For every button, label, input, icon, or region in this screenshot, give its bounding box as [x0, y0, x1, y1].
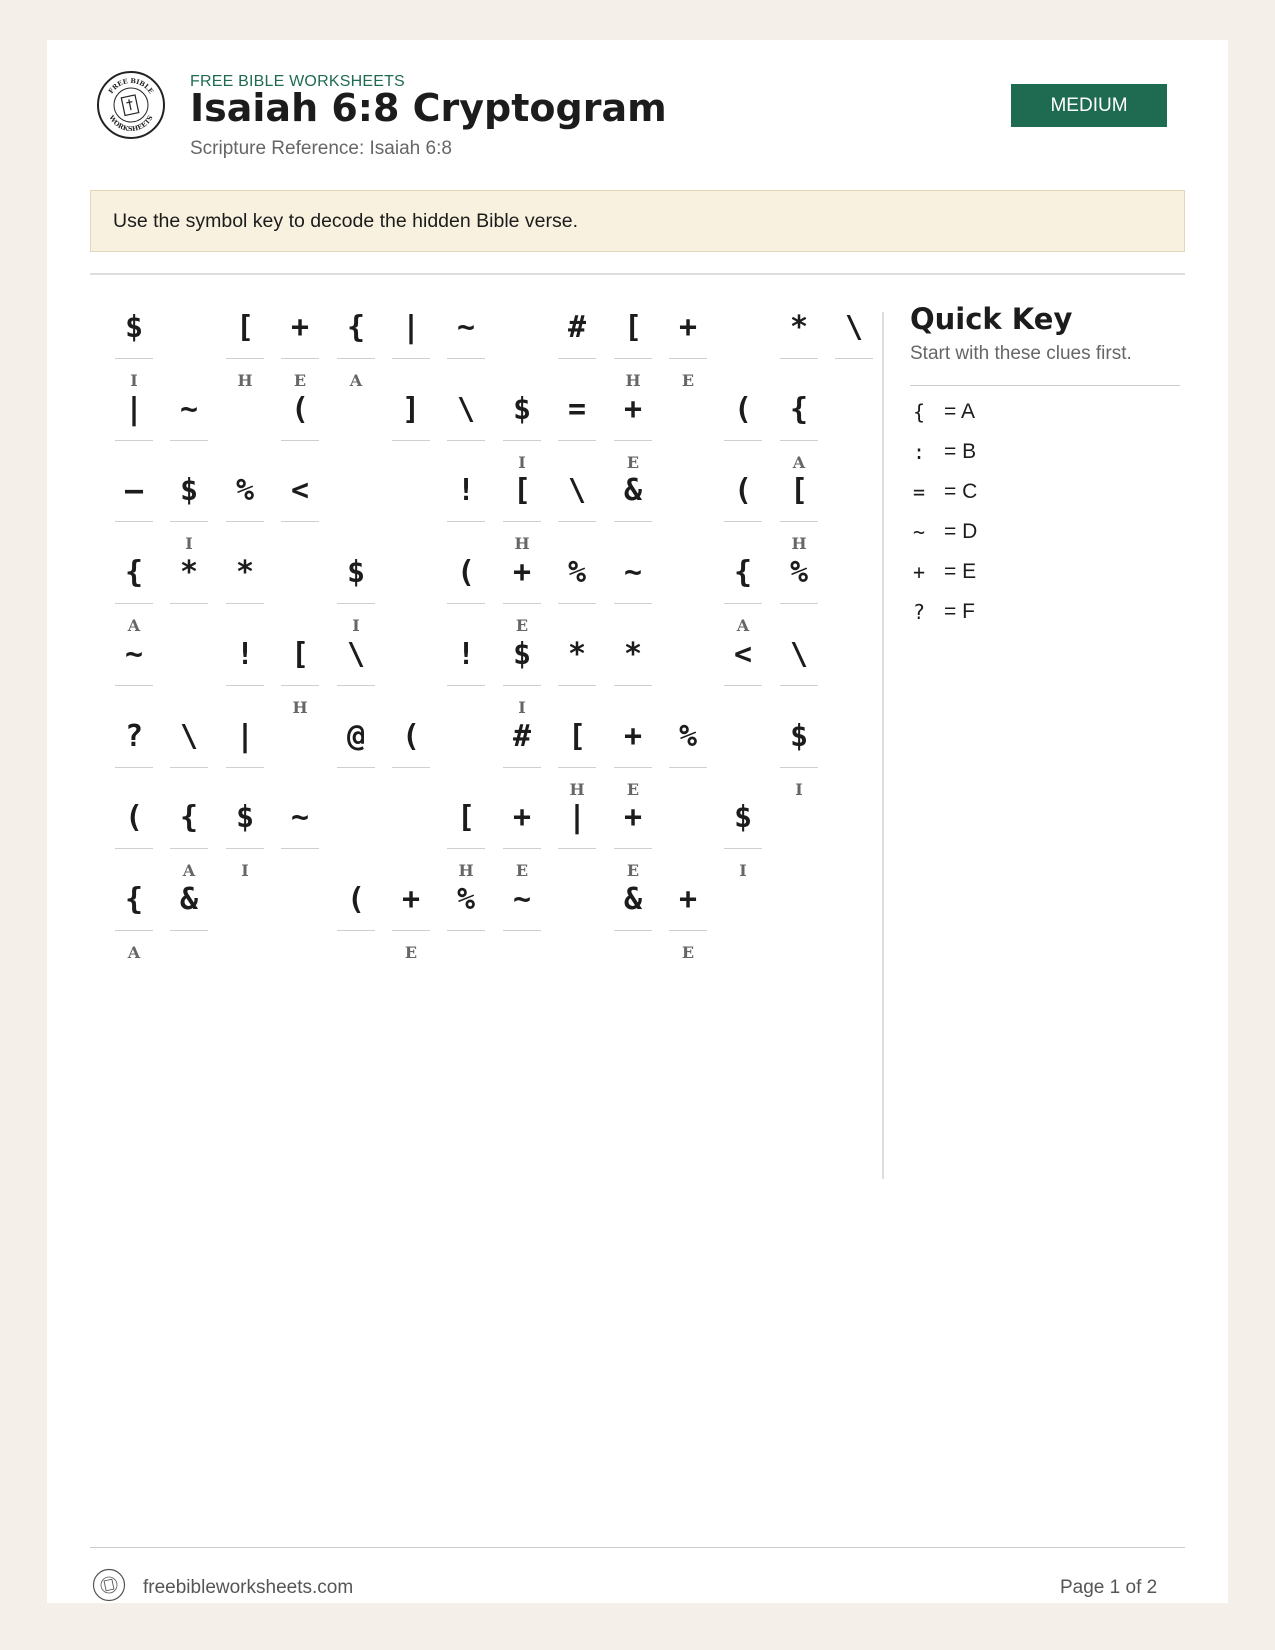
answer-letter: E — [626, 861, 640, 880]
cipher-symbol: % — [456, 881, 476, 917]
cipher-cell — [503, 709, 541, 795]
cipher-symbol: [ — [235, 309, 255, 345]
quick-key-divider — [910, 385, 1180, 386]
cipher-cell — [503, 627, 541, 717]
cipher-symbol: { — [346, 309, 366, 345]
answer-blank — [115, 685, 153, 686]
cipher-symbol: * — [789, 309, 809, 345]
cipher-symbol: ( — [456, 554, 476, 590]
cipher-cell — [669, 300, 707, 390]
cipher-cell — [447, 790, 485, 880]
cipher-cell — [115, 545, 153, 635]
cipher-cell — [170, 872, 208, 958]
page-title: Isaiah 6:8 Cryptogram — [190, 86, 667, 130]
cipher-symbol: \ — [789, 636, 809, 672]
answer-blank — [170, 521, 208, 522]
answer-blank — [337, 767, 375, 768]
answer-blank — [503, 848, 541, 849]
cipher-cell — [115, 872, 153, 962]
answer-blank — [724, 440, 762, 441]
answer-letter: H — [292, 698, 308, 717]
cipher-symbol: & — [179, 881, 199, 917]
cipher-cell — [724, 627, 762, 713]
answer-letter: I — [130, 371, 138, 390]
cipher-cell — [558, 790, 596, 876]
answer-blank — [281, 848, 319, 849]
answer-blank — [392, 930, 430, 931]
cipher-cell — [558, 300, 596, 386]
answer-blank — [447, 358, 485, 359]
answer-blank — [780, 440, 818, 441]
answer-blank — [558, 603, 596, 604]
cipher-cell — [669, 709, 707, 795]
answer-letter: H — [237, 371, 253, 390]
cipher-symbol: ! — [235, 636, 255, 672]
cipher-cell — [614, 709, 652, 799]
cipher-cell — [503, 790, 541, 880]
key-value: = B — [944, 440, 977, 463]
cipher-symbol: & — [623, 472, 643, 508]
cipher-cell — [226, 709, 264, 795]
answer-letter: E — [404, 943, 418, 962]
answer-blank — [780, 685, 818, 686]
cipher-cell — [447, 627, 485, 713]
cipher-symbol: { — [733, 554, 753, 590]
answer-blank — [835, 358, 873, 359]
cipher-symbol: + — [512, 799, 532, 835]
cipher-symbol: < — [290, 472, 310, 508]
answer-blank — [558, 848, 596, 849]
answer-letter: E — [681, 943, 695, 962]
cipher-symbol: \ — [346, 636, 366, 672]
key-symbol: + — [912, 560, 926, 584]
answer-blank — [337, 603, 375, 604]
answer-blank — [226, 767, 264, 768]
answer-blank — [503, 603, 541, 604]
answer-blank — [724, 603, 762, 604]
cipher-symbol: * — [567, 636, 587, 672]
answer-blank — [503, 930, 541, 931]
answer-blank — [503, 521, 541, 522]
cipher-symbol: + — [623, 718, 643, 754]
cipher-cell — [614, 627, 652, 713]
cipher-cell — [115, 790, 153, 876]
cipher-cell — [558, 545, 596, 631]
answer-letter: I — [352, 616, 360, 635]
cipher-symbol: | — [124, 391, 144, 427]
cipher-symbol: | — [235, 718, 255, 754]
answer-blank — [115, 848, 153, 849]
logo-text-top: FREE BIBLE — [106, 76, 156, 96]
answer-blank — [337, 930, 375, 931]
key-value: = D — [944, 520, 978, 543]
cipher-cell — [115, 709, 153, 795]
answer-letter: I — [795, 780, 803, 799]
answer-blank — [115, 603, 153, 604]
answer-blank — [447, 603, 485, 604]
cipher-cell — [614, 382, 652, 472]
cipher-cell — [780, 709, 818, 799]
answer-blank — [281, 358, 319, 359]
cipher-symbol: \ — [567, 472, 587, 508]
cipher-symbol: % — [678, 718, 698, 754]
answer-blank — [780, 767, 818, 768]
answer-letter: E — [626, 453, 640, 472]
cipher-symbol: ~ — [456, 309, 476, 345]
cipher-cell — [558, 382, 596, 468]
answer-blank — [170, 440, 208, 441]
answer-blank — [558, 685, 596, 686]
cipher-symbol: \ — [844, 309, 864, 345]
cipher-cell — [724, 463, 762, 549]
cipher-cell — [115, 463, 153, 549]
cipher-symbol: ! — [456, 636, 476, 672]
cipher-symbol: + — [290, 309, 310, 345]
cipher-symbol: \ — [456, 391, 476, 427]
cipher-symbol: | — [567, 799, 587, 835]
quick-key-entry — [910, 557, 1180, 587]
cipher-symbol: ] — [401, 391, 421, 427]
answer-letter: H — [458, 861, 474, 880]
cipher-cell — [392, 300, 430, 386]
key-symbol: { — [912, 400, 926, 424]
answer-blank — [447, 521, 485, 522]
footer-logo-icon — [92, 1568, 126, 1602]
cipher-cell — [337, 300, 375, 390]
cipher-cell — [170, 463, 208, 553]
cipher-symbol: $ — [179, 472, 199, 508]
key-symbol: ? — [912, 600, 926, 624]
cipher-symbol: ( — [124, 799, 144, 835]
answer-letter: I — [518, 453, 526, 472]
answer-letter: I — [241, 861, 249, 880]
cipher-symbol: + — [401, 881, 421, 917]
cipher-symbol: + — [623, 391, 643, 427]
key-value: = C — [944, 480, 978, 503]
cipher-cell — [503, 545, 541, 635]
answer-blank — [614, 685, 652, 686]
cipher-symbol: $ — [789, 718, 809, 754]
answer-blank — [115, 767, 153, 768]
answer-blank — [447, 440, 485, 441]
cipher-symbol: ~ — [512, 881, 532, 917]
cipher-symbol: { — [124, 554, 144, 590]
quick-key-entry — [910, 397, 1180, 427]
cipher-cell — [447, 872, 485, 958]
key-symbol: ~ — [912, 520, 926, 544]
answer-blank — [614, 848, 652, 849]
cipher-cell — [503, 382, 541, 472]
answer-blank — [724, 521, 762, 522]
answer-blank — [447, 930, 485, 931]
cryptogram-grid — [115, 40, 864, 1140]
cipher-cell — [226, 627, 264, 713]
answer-blank — [503, 685, 541, 686]
cipher-symbol: $ — [124, 309, 144, 345]
cipher-symbol: * — [235, 554, 255, 590]
answer-blank — [724, 685, 762, 686]
answer-letter: A — [349, 371, 363, 390]
cipher-cell — [447, 300, 485, 386]
cipher-cell — [170, 790, 208, 880]
answer-letter: E — [293, 371, 307, 390]
answer-blank — [447, 848, 485, 849]
answer-blank — [115, 930, 153, 931]
answer-blank — [170, 767, 208, 768]
cipher-cell — [447, 545, 485, 631]
cipher-cell — [669, 872, 707, 962]
answer-blank — [115, 440, 153, 441]
cipher-cell — [170, 545, 208, 631]
answer-blank — [614, 440, 652, 441]
answer-blank — [226, 358, 264, 359]
answer-letter: A — [127, 943, 141, 962]
cipher-symbol: % — [567, 554, 587, 590]
cipher-symbol: { — [124, 881, 144, 917]
key-value: = F — [944, 600, 975, 623]
cipher-symbol: [ — [623, 309, 643, 345]
answer-blank — [281, 521, 319, 522]
answer-blank — [724, 848, 762, 849]
cipher-symbol: [ — [512, 472, 532, 508]
answer-blank — [780, 603, 818, 604]
cipher-symbol: ( — [290, 391, 310, 427]
cipher-symbol: # — [512, 718, 532, 754]
answer-blank — [392, 358, 430, 359]
answer-blank — [226, 848, 264, 849]
answer-letter: A — [127, 616, 141, 635]
cipher-cell — [780, 627, 818, 713]
cipher-symbol: [ — [456, 799, 476, 835]
cipher-symbol: + — [678, 881, 698, 917]
cipher-cell — [614, 463, 652, 549]
cipher-symbol: + — [512, 554, 532, 590]
brand-name: FREE BIBLE WORKSHEETS — [190, 73, 405, 90]
cipher-cell — [392, 709, 430, 795]
cipher-cell — [281, 463, 319, 549]
cipher-symbol: $ — [346, 554, 366, 590]
cipher-symbol: ~ — [124, 636, 144, 672]
answer-blank — [337, 358, 375, 359]
cipher-cell — [614, 872, 652, 958]
answer-blank — [558, 358, 596, 359]
column-divider — [882, 312, 884, 1179]
cipher-symbol: ? — [124, 718, 144, 754]
cipher-symbol: # — [567, 309, 587, 345]
logo-text-bottom: WORKSHEETS — [107, 113, 155, 134]
cipher-cell — [337, 545, 375, 635]
cipher-symbol: % — [235, 472, 255, 508]
cipher-symbol: – — [124, 472, 144, 508]
cipher-cell — [724, 790, 762, 880]
answer-letter: H — [514, 534, 530, 553]
answer-blank — [780, 521, 818, 522]
answer-blank — [503, 440, 541, 441]
footer-divider — [90, 1547, 1185, 1548]
cipher-cell — [170, 382, 208, 468]
cipher-cell — [337, 627, 375, 713]
cipher-cell — [447, 382, 485, 468]
footer-website: freebibleworksheets.com — [143, 1577, 354, 1598]
cipher-cell — [115, 300, 153, 390]
cipher-symbol: ! — [456, 472, 476, 508]
cipher-cell — [614, 790, 652, 880]
answer-blank — [669, 767, 707, 768]
quick-key-entry — [910, 597, 1180, 627]
cipher-cell — [503, 872, 541, 958]
answer-blank — [780, 358, 818, 359]
quick-key-entry — [910, 477, 1180, 507]
cipher-cell — [226, 545, 264, 631]
worksheet-page — [47, 40, 1228, 1603]
cipher-cell — [558, 627, 596, 713]
cipher-cell — [392, 872, 430, 962]
answer-blank — [558, 767, 596, 768]
page-number: Page 1 of 2 — [1060, 1577, 1158, 1598]
answer-letter: H — [625, 371, 641, 390]
quick-key-title: Quick Key — [910, 302, 1073, 336]
instructions-text: Use the symbol key to decode the hidden Bible verse. — [113, 209, 579, 232]
cipher-cell — [780, 382, 818, 472]
key-value: = A — [944, 400, 975, 423]
cipher-cell — [115, 382, 153, 468]
answer-letter: E — [626, 780, 640, 799]
answer-blank — [392, 440, 430, 441]
answer-blank — [170, 848, 208, 849]
cipher-symbol: = — [567, 391, 587, 427]
cipher-cell — [780, 463, 818, 553]
cipher-cell — [614, 545, 652, 631]
answer-letter: E — [515, 616, 529, 635]
answer-blank — [614, 521, 652, 522]
cipher-symbol: * — [179, 554, 199, 590]
quick-key-entry — [910, 517, 1180, 547]
cipher-symbol: ~ — [290, 799, 310, 835]
answer-letter: H — [791, 534, 807, 553]
cipher-symbol: $ — [512, 636, 532, 672]
cipher-symbol: * — [623, 636, 643, 672]
answer-blank — [503, 767, 541, 768]
answer-blank — [558, 440, 596, 441]
answer-letter: H — [569, 780, 585, 799]
answer-letter: E — [681, 371, 695, 390]
answer-blank — [226, 603, 264, 604]
scripture-reference: Scripture Reference: Isaiah 6:8 — [190, 138, 452, 159]
answer-blank — [170, 603, 208, 604]
cipher-symbol: + — [623, 799, 643, 835]
cipher-symbol: ~ — [179, 391, 199, 427]
cipher-cell — [835, 300, 873, 386]
quick-key-entry — [910, 437, 1180, 467]
cipher-cell — [281, 627, 319, 717]
cipher-symbol: [ — [567, 718, 587, 754]
answer-blank — [226, 685, 264, 686]
answer-letter: I — [185, 534, 193, 553]
cipher-symbol: + — [678, 309, 698, 345]
answer-blank — [226, 521, 264, 522]
cipher-cell — [503, 463, 541, 553]
cipher-cell — [337, 709, 375, 795]
cipher-cell — [780, 300, 818, 386]
answer-blank — [614, 603, 652, 604]
key-symbol: = — [912, 480, 926, 504]
answer-letter: A — [736, 616, 750, 635]
cipher-symbol: [ — [290, 636, 310, 672]
answer-blank — [281, 440, 319, 441]
cipher-cell — [115, 627, 153, 713]
difficulty-badge: MEDIUM — [1011, 84, 1167, 127]
cipher-symbol: { — [789, 391, 809, 427]
cipher-cell — [226, 300, 264, 390]
answer-blank — [614, 767, 652, 768]
cipher-symbol: @ — [346, 718, 366, 754]
cipher-symbol: $ — [512, 391, 532, 427]
answer-blank — [558, 521, 596, 522]
cipher-cell — [558, 709, 596, 799]
cipher-symbol: | — [401, 309, 421, 345]
cipher-symbol: $ — [235, 799, 255, 835]
cipher-symbol: ( — [733, 472, 753, 508]
answer-letter: I — [739, 861, 747, 880]
cipher-symbol: < — [733, 636, 753, 672]
answer-blank — [281, 685, 319, 686]
answer-blank — [614, 930, 652, 931]
cipher-symbol: ( — [401, 718, 421, 754]
answer-blank — [669, 358, 707, 359]
cipher-symbol: & — [623, 881, 643, 917]
cipher-cell — [170, 709, 208, 795]
answer-letter: A — [182, 861, 196, 880]
cipher-symbol: ( — [346, 881, 366, 917]
answer-blank — [392, 767, 430, 768]
cipher-symbol: % — [789, 554, 809, 590]
cipher-cell — [281, 300, 319, 390]
key-symbol: : — [912, 440, 926, 464]
key-value: = E — [944, 560, 977, 583]
cipher-cell — [392, 382, 430, 468]
cipher-symbol: [ — [789, 472, 809, 508]
cipher-cell — [724, 382, 762, 468]
quick-key-subtitle: Start with these clues first. — [910, 343, 1132, 364]
cipher-cell — [281, 382, 319, 468]
cipher-symbol: ( — [733, 391, 753, 427]
cipher-cell — [281, 790, 319, 876]
cipher-cell — [226, 790, 264, 880]
cipher-cell — [226, 463, 264, 549]
answer-letter: I — [518, 698, 526, 717]
answer-blank — [115, 521, 153, 522]
cipher-symbol: $ — [733, 799, 753, 835]
answer-blank — [669, 930, 707, 931]
answer-blank — [614, 358, 652, 359]
cipher-cell — [447, 463, 485, 549]
cipher-cell — [614, 300, 652, 390]
cipher-cell — [780, 545, 818, 631]
cipher-symbol: { — [179, 799, 199, 835]
cipher-symbol: ~ — [623, 554, 643, 590]
answer-blank — [337, 685, 375, 686]
cipher-symbol: \ — [179, 718, 199, 754]
cipher-cell — [558, 463, 596, 549]
cipher-cell — [337, 872, 375, 958]
answer-blank — [170, 930, 208, 931]
cipher-cell — [724, 545, 762, 635]
answer-letter: A — [792, 453, 806, 472]
answer-blank — [115, 358, 153, 359]
answer-blank — [447, 685, 485, 686]
answer-letter: E — [515, 861, 529, 880]
